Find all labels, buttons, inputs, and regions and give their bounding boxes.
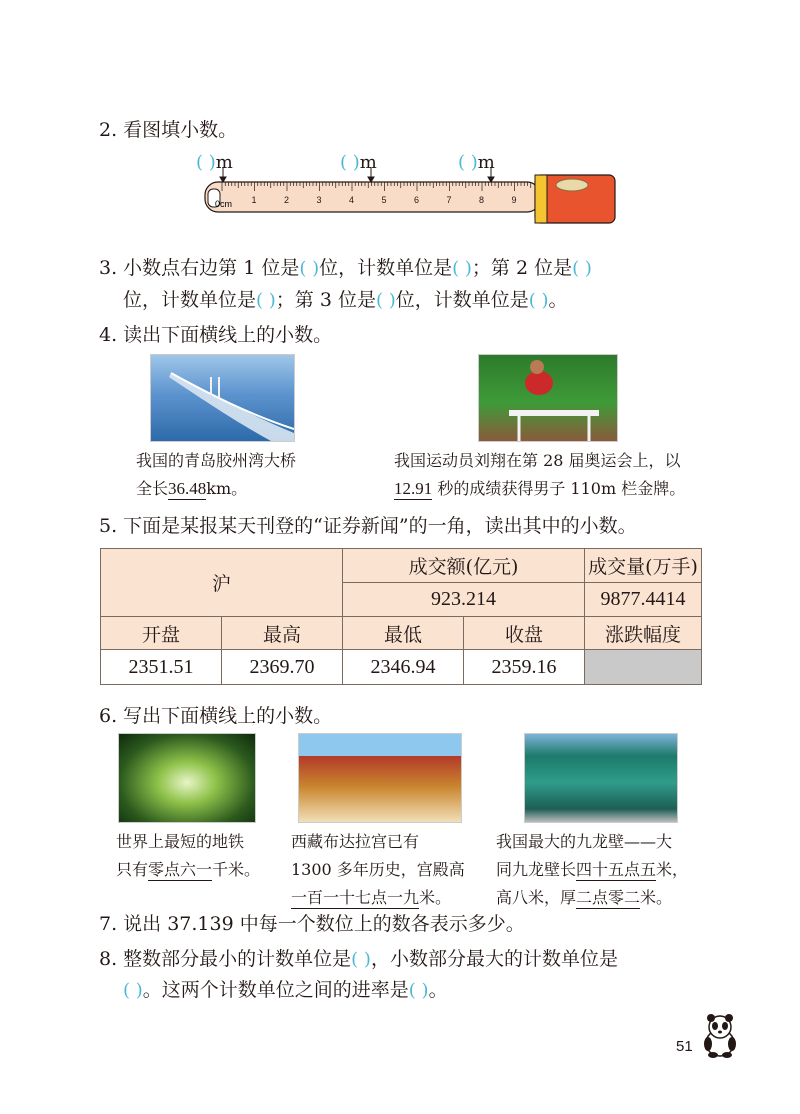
hurdles-photo	[478, 354, 618, 442]
tape-number: 7	[446, 195, 452, 205]
panda-icon	[700, 1013, 740, 1059]
q4-left-caption: 我国的青岛胶州湾大桥 全长36.48km。	[136, 451, 297, 498]
potala-photo	[298, 733, 462, 823]
blank[interactable]: ( )	[123, 980, 143, 1001]
value-close: 2359.16	[464, 650, 585, 685]
market-cell: 沪	[101, 549, 343, 617]
value-change-torn	[585, 650, 702, 685]
stock-table	[100, 548, 702, 685]
unit: m	[477, 152, 495, 173]
header-low: 最低	[343, 617, 464, 650]
blank[interactable]: ( )	[408, 980, 429, 1001]
blank[interactable]: ( )	[458, 152, 478, 173]
q6-caption-2: 西藏布达拉宫已有 1300 多年历史，宫殿高 一百一十七点一九米。	[291, 832, 465, 907]
blank[interactable]: ( )	[572, 258, 592, 279]
header-change: 涨跌幅度	[585, 617, 702, 650]
page-number: 51	[676, 1038, 693, 1055]
q7-text: 7. 说出 37.139 中每一个数位上的数各表示多少。	[99, 913, 525, 935]
tape-number: 8	[479, 195, 485, 205]
amount-value: 923.214	[343, 583, 585, 617]
nine-dragon-wall-photo	[524, 733, 678, 823]
blank[interactable]: ( )	[196, 152, 216, 173]
tape-case-button	[556, 179, 588, 191]
blank[interactable]: ( )	[452, 258, 472, 279]
tape-number: 2	[284, 195, 290, 205]
blank[interactable]: ( )	[299, 258, 320, 279]
subway-photo	[118, 733, 256, 823]
blank[interactable]: ( )	[375, 290, 396, 311]
header-high: 最高	[222, 617, 343, 650]
tape-number: 5	[381, 195, 387, 205]
blank[interactable]: ( )	[528, 290, 549, 311]
header-close: 收盘	[464, 617, 585, 650]
q4-right-caption: 我国运动员刘翔在第 28 届奥运会上，以 12.91 秒的成绩获得男子 110m 栏金牌。	[394, 451, 686, 498]
q6-caption-1: 世界上最短的地铁 只有零点六一千米。	[116, 832, 261, 879]
blank[interactable]: ( )	[351, 949, 371, 970]
value-high: 2369.70	[222, 650, 343, 685]
tape-number: 1	[251, 195, 257, 205]
col-volume-header: 成交量(万手)	[585, 549, 702, 583]
tape-number: 6	[414, 195, 420, 205]
blank[interactable]: ( )	[256, 290, 276, 311]
q6-caption-3: 我国最大的九龙壁——大 同九龙壁长四十五点五米， 高八米，厚二点零二米。	[496, 832, 689, 907]
unit: m	[359, 152, 377, 173]
q5-title: 5. 下面是某报某天刊登的“证券新闻”的一角，读出其中的小数。	[99, 515, 637, 537]
bridge-illustration	[151, 355, 294, 441]
tape-number: 3	[316, 195, 322, 205]
unit: m	[215, 152, 233, 173]
tape-arrows	[220, 167, 494, 182]
value-open: 2351.51	[101, 650, 222, 685]
q3-line1: 3. 小数点右边第 1 位是( )位，计数单位是( )；第 2 位是( )	[99, 257, 592, 279]
q2-title: 2. 看图填小数。	[99, 119, 238, 141]
q8-line2: ( )。这两个计数单位之间的进率是( )。	[123, 979, 448, 1001]
tape-number: 4	[349, 195, 355, 205]
q8-line1: 8. 整数部分最小的计数单位是( )，小数部分最大的计数单位是	[99, 948, 618, 970]
tape-number: 9	[511, 195, 517, 205]
col-amount-header: 成交额(亿元)	[343, 549, 585, 583]
tape-measure-figure	[200, 165, 620, 227]
hurdler-illustration	[479, 355, 617, 441]
value-low: 2346.94	[343, 650, 464, 685]
volume-value: 9877.4414	[585, 583, 702, 617]
q6-title: 6. 写出下面横线上的小数。	[99, 705, 333, 727]
q4-title: 4. 读出下面横线上的小数。	[99, 324, 333, 346]
blank[interactable]: ( )	[340, 152, 360, 173]
header-open: 开盘	[101, 617, 222, 650]
q3-line2: 位，计数单位是( )；第 3 位是( )位，计数单位是( )。	[123, 289, 568, 311]
tape-cm-label: 0cm	[215, 199, 233, 209]
bridge-photo	[150, 354, 295, 442]
